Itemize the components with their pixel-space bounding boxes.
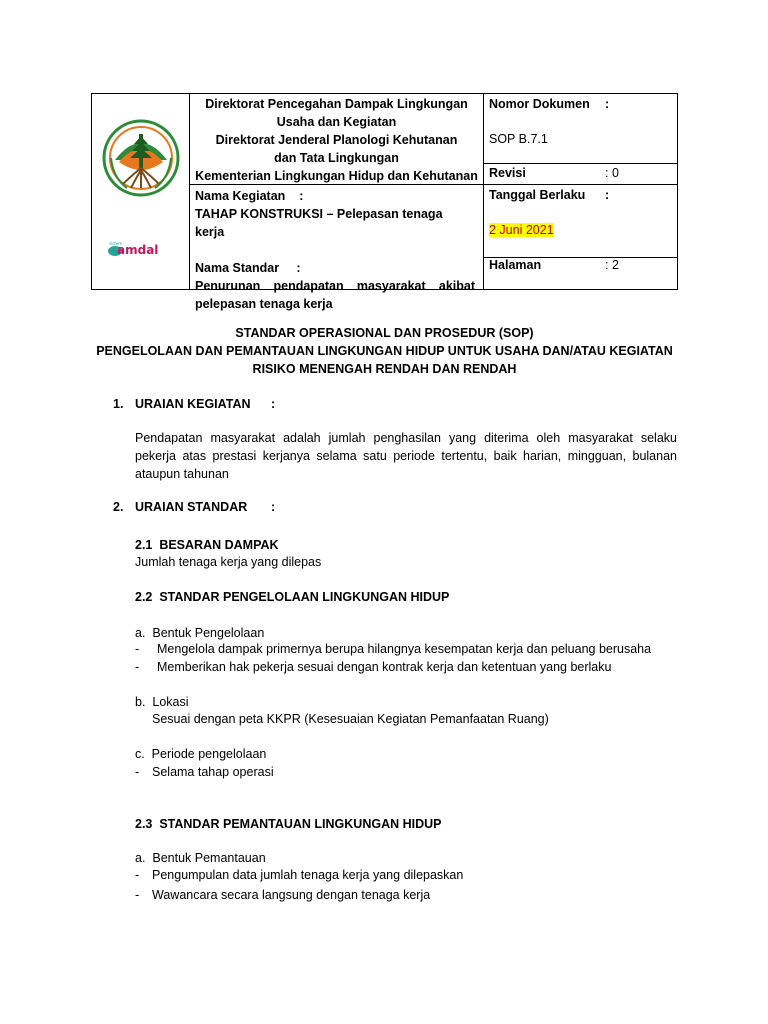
subsection-2-2-heading: 2.2 STANDAR PENGELOLAAN LINGKUNGAN HIDUP	[135, 590, 450, 604]
halaman-label: Halaman	[489, 258, 542, 272]
table-divider	[483, 184, 677, 185]
section-1-paragraph	[135, 429, 677, 483]
besaran-dampak-text: Jumlah tenaga kerja yang dilepas	[135, 555, 322, 569]
org-line: Kementerian Lingkungan Hidup dan Kehutanan	[195, 169, 478, 183]
section-1-heading	[113, 395, 276, 413]
paragraph-line: Pendapatan masyarakat adalah jumlah penghasilan yang diterima oleh masyarakat selaku	[135, 431, 677, 445]
section-number: 1.	[113, 397, 124, 411]
revisi-value: : 0	[605, 166, 619, 180]
kegiatan-block	[195, 187, 475, 313]
list-item: - Selama tahap operasi	[135, 765, 274, 779]
paragraph-line: ataupun tahunan	[135, 467, 229, 481]
list-item: - Mengelola dampak primernya berupa hilangnya kesempatan kerja dan peluang berusaha	[135, 642, 652, 656]
bentuk-pemantauan-label: a. Bentuk Pemantauan	[135, 851, 266, 865]
subsection-2-1-heading: 2.1 BESARAN DAMPAK	[135, 538, 279, 552]
amdal-logo-small-text: sistem	[109, 241, 123, 246]
title-line: STANDAR OPERASIONAL DAN PROSEDUR (SOP)	[235, 326, 534, 340]
section-colon: :	[271, 397, 276, 411]
table-divider	[483, 94, 484, 289]
paragraph-line: pekerja atas prestasi kerjanya selama satu periode tertentu, baik harian, mingguan, bulanan	[135, 449, 677, 463]
logo-cell	[92, 94, 190, 289]
bentuk-pengelolaan-label: a. Bentuk Pengelolaan	[135, 626, 265, 640]
tanggal-berlaku-label: Tanggal Berlaku	[489, 188, 586, 202]
nama-kegiatan-value: TAHAP KONSTRUKSI – Pelepasan tenaga kerja	[195, 207, 443, 239]
title-line: RISIKO MENENGAH RENDAH DAN RENDAH	[252, 362, 517, 376]
org-line: Direktorat Jenderal Planologi Kehutanan	[215, 133, 458, 147]
section-number: 2.	[113, 500, 124, 514]
org-line: Direktorat Pencegahan Dampak Lingkungan	[205, 97, 468, 111]
list-item: - Memberikan hak pekerja sesuai dengan kontrak kerja dan ketentuan yang berlaku	[135, 660, 612, 674]
section-2-heading	[113, 498, 276, 516]
nomor-dokumen-label: Nomor Dokumen	[489, 97, 590, 111]
list-item: - Pengumpulan data jumlah tenaga kerja yang dilepaskan	[135, 868, 464, 882]
klhk-logo-icon	[101, 118, 181, 198]
section-title: URAIAN STANDAR	[135, 500, 248, 514]
nama-standar-line2: pelepasan tenaga kerja	[195, 297, 333, 311]
section-colon: :	[271, 500, 276, 514]
nama-kegiatan-label: Nama Kegiatan :	[195, 189, 304, 203]
periode-pengelolaan-label: c. Periode pengelolaan	[135, 747, 267, 761]
nomor-dokumen-colon: :	[605, 97, 610, 111]
tanggal-berlaku-value: 2 Juni 2021	[489, 223, 554, 237]
amdal-logo-icon	[107, 239, 173, 259]
revisi-label: Revisi	[489, 166, 526, 180]
org-line: Usaha dan Kegiatan	[276, 115, 397, 129]
lokasi-text: Sesuai dengan peta KKPR (Kesesuaian Kegiatan Pemanfaatan Ruang)	[152, 712, 549, 726]
document-title	[91, 324, 678, 378]
header-table	[91, 93, 678, 311]
org-line: dan Tata Lingkungan	[274, 151, 399, 165]
organization-name	[190, 95, 483, 185]
amdal-logo-text: amdal	[117, 243, 159, 257]
nama-standar-line1: Penurunan pendapatan masyarakat akibat	[195, 279, 475, 293]
list-item: - Wawancara secara langsung dengan tenaga kerja	[135, 888, 431, 902]
title-line: PENGELOLAAN DAN PEMANTAUAN LINGKUNGAN HIDUP UNTUK USAHA DAN/ATAU KEGIATAN	[96, 344, 673, 358]
section-title: URAIAN KEGIATAN	[135, 397, 251, 411]
subsection-2-3-heading: 2.3 STANDAR PEMANTAUAN LINGKUNGAN HIDUP	[135, 817, 442, 831]
halaman-value: : 2	[605, 258, 619, 272]
nomor-dokumen-value: SOP B.7.1	[489, 132, 548, 146]
tanggal-berlaku-colon: :	[605, 188, 610, 202]
nama-standar-label: Nama Standar :	[195, 261, 301, 275]
lokasi-label: b. Lokasi	[135, 695, 189, 709]
